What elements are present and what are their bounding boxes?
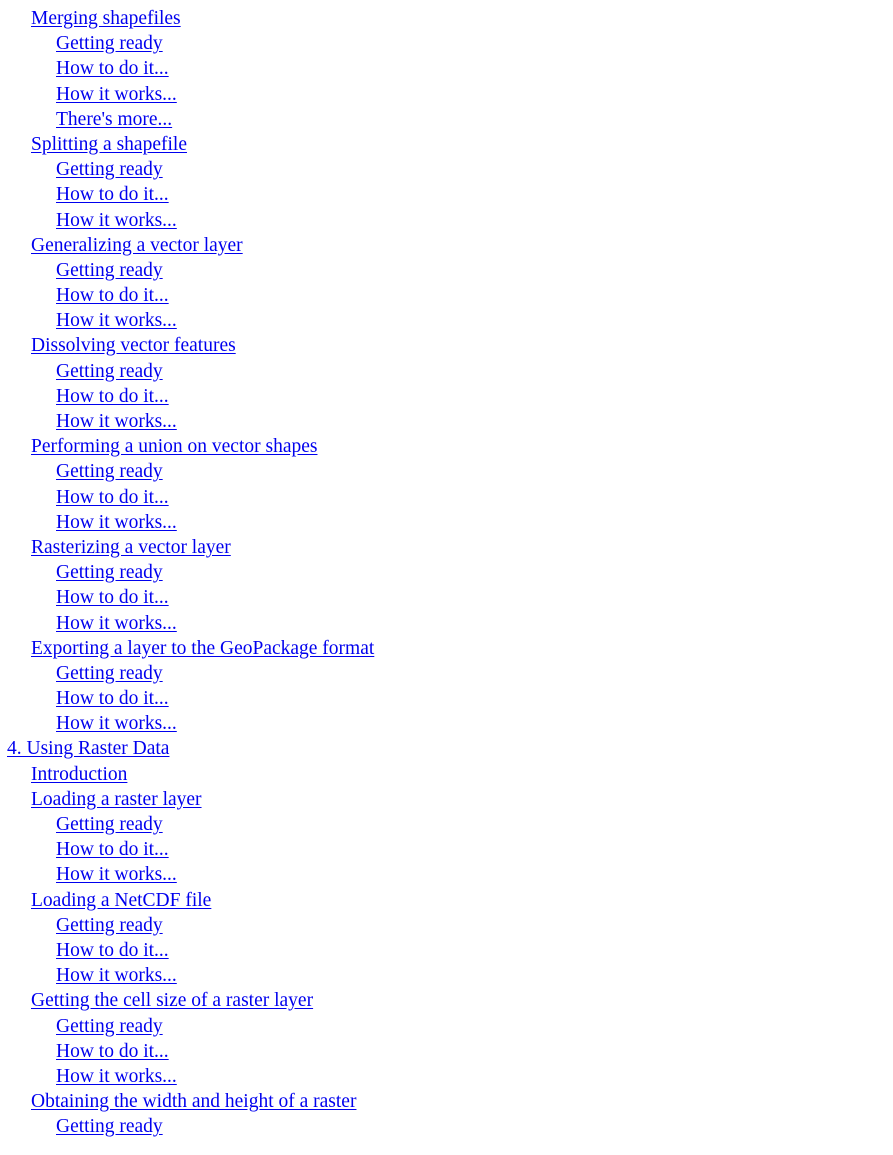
- toc-subsection-link[interactable]: How it works...: [56, 612, 177, 634]
- toc-subsection-link[interactable]: Getting ready: [56, 562, 163, 584]
- toc-subsection-link[interactable]: Getting ready: [56, 662, 163, 684]
- toc-section-link[interactable]: Loading a NetCDF file: [31, 889, 212, 911]
- toc-subsection: [0, 1064, 893, 1089]
- toc-subsection-link[interactable]: Getting ready: [56, 33, 163, 55]
- toc-subsection: [0, 1039, 893, 1064]
- toc-subsection: [0, 661, 893, 686]
- toc-subsection-link[interactable]: How it works...: [56, 209, 177, 231]
- toc-subsection-link[interactable]: Getting ready: [56, 159, 163, 181]
- toc-subsection-link[interactable]: How to do it...: [56, 486, 169, 508]
- toc-subsection: [0, 686, 893, 711]
- toc-subsection: [0, 459, 893, 484]
- toc-subsection-link[interactable]: Getting ready: [56, 461, 163, 483]
- toc-section-link[interactable]: Getting the cell size of a raster layer: [31, 990, 314, 1012]
- toc-subsection: [0, 283, 893, 308]
- toc-subsection: [0, 208, 893, 233]
- toc-section: [0, 787, 893, 812]
- toc-subsection: [0, 485, 893, 510]
- toc-subsection: [0, 258, 893, 283]
- toc-subsection-link[interactable]: How to do it...: [56, 1040, 169, 1062]
- toc-subsection-link[interactable]: How it works...: [56, 411, 177, 432]
- toc-section-link[interactable]: Loading a raster layer: [31, 788, 202, 810]
- toc-subsection: [0, 560, 893, 585]
- toc-section: [0, 636, 893, 661]
- toc-subsection: [0, 182, 893, 207]
- toc-subsection: [0, 359, 893, 384]
- toc-subsection: [0, 308, 893, 333]
- toc-subsection: [0, 1014, 893, 1039]
- toc-chapter-link[interactable]: 4. Using Raster Data: [7, 738, 170, 760]
- toc-section: [0, 132, 893, 157]
- toc-section: [0, 535, 893, 560]
- toc-subsection-link[interactable]: There's more...: [56, 108, 173, 130]
- toc-subsection: [0, 837, 893, 862]
- toc-subsection-link[interactable]: How it works...: [56, 864, 177, 886]
- toc-section: [0, 762, 893, 787]
- toc-section-link[interactable]: Dissolving vector features: [31, 335, 236, 357]
- toc-subsection: [0, 913, 893, 938]
- toc-subsection: [0, 82, 893, 107]
- toc-subsection-link[interactable]: How to do it...: [56, 587, 169, 609]
- toc-subsection-link[interactable]: How it works...: [56, 511, 177, 533]
- toc-subsection-link[interactable]: How to do it...: [56, 839, 169, 861]
- toc-subsection: [0, 157, 893, 182]
- toc-section-link[interactable]: Splitting a shapefile: [31, 133, 187, 155]
- toc-subsection-link[interactable]: How it works...: [56, 965, 177, 987]
- toc-section: [0, 988, 893, 1013]
- toc-section-link[interactable]: Obtaining the width and height of a raster: [31, 1091, 357, 1113]
- toc-subsection: [0, 862, 893, 887]
- toc-subsection: [0, 938, 893, 963]
- toc-subsection: [0, 585, 893, 610]
- toc-subsection-link[interactable]: Getting ready: [56, 1015, 163, 1037]
- toc-section-link[interactable]: Generalizing a vector layer: [31, 234, 243, 256]
- toc-subsection-link[interactable]: Getting ready: [56, 814, 163, 835]
- toc-section: [0, 333, 893, 358]
- toc-section: [0, 888, 893, 913]
- toc-subsection-link[interactable]: How to do it...: [56, 688, 169, 710]
- toc-section: [0, 6, 893, 31]
- toc-subsection-link[interactable]: How to do it...: [56, 285, 169, 307]
- toc-subsection-link[interactable]: Getting ready: [56, 914, 163, 936]
- toc-subsection-link[interactable]: Getting ready: [56, 259, 163, 281]
- toc-subsection-link[interactable]: How it works...: [56, 713, 177, 735]
- toc-chapter: [0, 736, 893, 761]
- toc-subsection-link[interactable]: How it works...: [56, 83, 177, 105]
- toc-subsection-link[interactable]: How it works...: [56, 310, 177, 332]
- toc-subsection-link[interactable]: How to do it...: [56, 385, 169, 407]
- toc-section-link[interactable]: Exporting a layer to the GeoPackage format: [31, 637, 375, 659]
- toc-section-link[interactable]: Introduction: [31, 763, 128, 785]
- toc-subsection: [0, 1114, 893, 1139]
- toc-subsection: [0, 56, 893, 81]
- toc-subsection: [0, 711, 893, 736]
- toc-section: [0, 1089, 893, 1114]
- toc-section: [0, 434, 893, 459]
- toc-subsection: [0, 812, 893, 837]
- toc-section-link[interactable]: Merging shapefiles: [31, 8, 181, 29]
- toc-subsection-link[interactable]: How to do it...: [56, 184, 169, 206]
- toc-subsection-link[interactable]: How to do it...: [56, 58, 169, 80]
- toc-section: [0, 233, 893, 258]
- toc-subsection: [0, 409, 893, 434]
- toc-subsection: [0, 384, 893, 409]
- toc-subsection-link[interactable]: How it works...: [56, 1065, 177, 1087]
- toc-subsection: [0, 31, 893, 56]
- toc-subsection: [0, 611, 893, 636]
- toc-section-link[interactable]: Performing a union on vector shapes: [31, 436, 318, 458]
- toc-subsection: [0, 107, 893, 132]
- table-of-contents: [0, 6, 893, 1139]
- toc-subsection: [0, 510, 893, 535]
- toc-subsection: [0, 963, 893, 988]
- toc-section-link[interactable]: Rasterizing a vector layer: [31, 536, 231, 558]
- toc-subsection-link[interactable]: How to do it...: [56, 939, 169, 961]
- toc-subsection-link[interactable]: Getting ready: [56, 360, 163, 382]
- toc-subsection-link[interactable]: Getting ready: [56, 1116, 163, 1138]
